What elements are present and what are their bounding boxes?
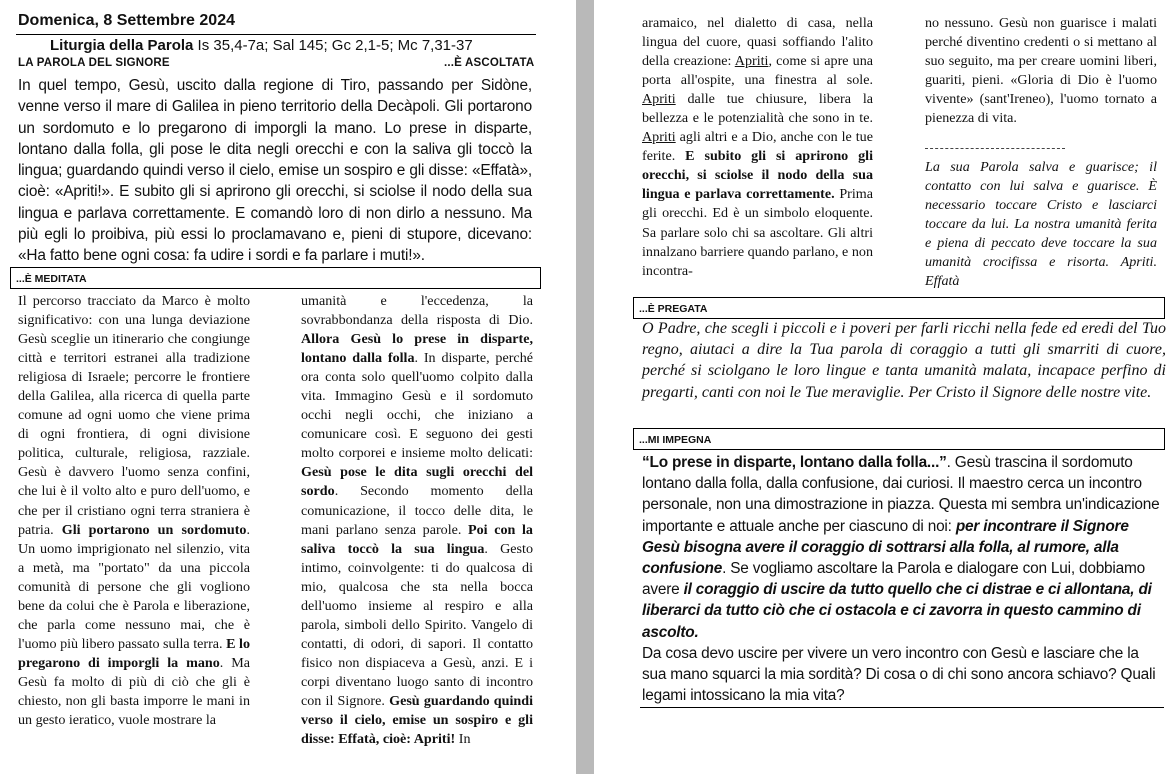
meditata-box [10, 267, 541, 289]
meditation-paragraph: Prima gli orecchi. Ed è un simbolo eloquente. Sa parlare solo chi sa ascoltare. Gli altri innalzano barriere quando parlano, e non incontra- [642, 186, 873, 279]
meditation-paragraph: umanità e l'eccedenza, la sovrabbondanza della risposta di Dio. [301, 293, 533, 329]
meditation-paragraph: . Gesto intimo, coinvolgente: ti do qualcosa di mio, qualcosa che sta nella bocca dell'uomo insieme al respiro e alla parola, simboli dello Spirito. Vangelo di contatti, di odori, di sapori. Il contatto fisico non dispiaceva a Gesù, anzi. E i corpi diventano luogo santo di incontro con il Signore. [301, 540, 533, 709]
meditation-bold-quote: Poi con la saliva toccò la sua lingua [301, 521, 533, 557]
liturgia-label: Liturgia della Parola [50, 37, 194, 54]
impegna-heading: ...MI IMPEGNA [639, 434, 712, 446]
bottom-divider [640, 707, 1164, 708]
gospel-text: In quel tempo, Gesù, uscito dalla regione di Tiro, passando per Sidòne, venne verso il mare di Galilea in pieno territorio della Decàpoli. Gli portarono un sordomuto e lo pregarono di imporgli la mano. Lo prese in disparte, lontano dalla folla, gli pose le dita negli orecchi e con la saliva gli toccò la lingua; guardando quindi verso il cielo, emise un sospiro e gli disse: «Effatà», cioè: «Apriti!». E subito gli si aprirono gli orecchi, si sciolse il nodo della sua lingua e parlava correttamente. E comandò loro di non dirlo a nessuno. Ma più egli lo proibiva, più essi lo proclamavano e, pieni di stupore, dicevano: «Ha fatto bene ogni cosa: fa udire i sordi e fa parlare i muti!». [18, 77, 532, 265]
meditation-paragraph: , come si apre una porta all'ospite, una finestra al sole. [642, 53, 874, 89]
impegna-box [633, 428, 1165, 450]
meditation-paragraph: Il percorso tracciato da Marco è molto significativo: con una lunga deviazione Gesù sceglie un itinerario che congiunge città e territori estranei alla tradizione religiosa di Israele; percorre le frontiere della Galilea, alla ricerca di quella parte comune ad ogni uomo che viene prima di ogni frontiera, di ogni divisione politica, culturale, religiosa, razziale. Gesù è davvero l'uomo senza confini, che lui è il volto alto e puro dell'uomo, e che per il cristiano ogni terra straniera è patria. [18, 293, 250, 538]
apriti-word: Apriti [642, 91, 676, 108]
meditation-paragraph: In [455, 731, 471, 748]
meditation-paragraph: . Un uomo imprigionato nel silenzio, vita a metà, ma "portato" da una piccola comunità di persone che gli vogliono bene da colui che è Parola e liberazione, che parla come nessuno mai, che è l'uomo più libero passato sulla terra. [18, 521, 250, 652]
meditation-column-2 [301, 292, 533, 749]
meditation-bold-quote: Gesù pose le dita sugli orecchi del sordo [301, 464, 533, 500]
meditation-paragraph: . Secondo momento della comunicazione, il tocco delle dita, le mani parlano senza parole. [301, 483, 533, 538]
commitment-text [642, 452, 1166, 706]
meditation-paragraph: no nessuno. Gesù non guarisce i malati perché diventino credenti o si mettano al suo seguito, ma per creare uomini liberi, guariti, pieni. «Gloria di Dio è l'uomo vivente» (sant'Ireneo), l'uomo tornato a pienezza di vita. [925, 15, 1157, 127]
divider [16, 34, 536, 35]
commitment-paragraph: . Gesù trascina il sordomuto lontano dalla folla, dalla confusione, dai curiosi. Il maestro cerca un incontro personale, non una dimostrazione in piazza. Questa mi sembra un'indicazione importante e attuale anche per ciascuno di noi: [642, 454, 1160, 535]
meditation-paragraph: . Ma Gesù fa molto di più di ciò che gli è chiesto, non gli basta imporre le mani in un gesto ieratico, vuole mostrare la [18, 654, 250, 729]
meditation-bold-quote: Allora Gesù lo prese in disparte, lontano dalla folla [301, 331, 533, 367]
meditation-column-1 [18, 292, 250, 730]
pregata-heading: ...È PREGATA [639, 303, 708, 315]
ascoltata-heading: ...È ASCOLTATA [444, 57, 535, 69]
prayer-text: O Padre, che scegli i piccoli e i poveri per farli ricchi nella fede ed eredi del Tuo regno, aiutaci a dire la Tua parola di coraggio a tutti gli smarriti di cuore, perché si sciolgano le loro lingue e tanta umanità malata, incapace perfino di pregarti, canti con noi le Tue meraviglie. Per Cristo il Signore delle nostre vite. [642, 320, 1166, 401]
left-page [0, 0, 576, 774]
commitment-quote: “Lo prese in disparte, lontano dalla folla...” [642, 454, 947, 471]
meditation-bold-quote: E subito gli si aprirono gli orecchi, si sciolse il nodo della sua lingua e parlava correttamente. [642, 148, 874, 203]
meditation-bold-quote: Gesù guardando quindi verso il cielo, emise un sospiro e gli disse: Effatà, cioè: Apriti! [301, 692, 533, 748]
meditation-bold-quote: E lo pregarono di imporgli la mano [18, 635, 251, 671]
commitment-emphasis: il coraggio di uscire da tutto quello che ci distrae e ci allontana, di liberarci da tutto ciò che ci ostacola e ci zavorra in questo cammino di ascolto. [642, 581, 1152, 641]
apriti-word: Apriti [734, 53, 769, 70]
meditation-paragraph: . In disparte, perché ora conta solo quell'uomo colpito dalla vita. Immagino Gesù e il sordomuto occhi negli occhi, che iniziano a comunicare così. E seguono dei gesti molto corporei e insieme molto delicati: [301, 350, 533, 462]
dashed-divider [925, 148, 1065, 149]
right-page [594, 0, 1175, 774]
date-heading: Domenica, 8 Settembre 2024 [18, 12, 235, 29]
parola-heading: LA PAROLA DEL SIGNORE [18, 57, 170, 69]
meditata-heading: ...È MEDITATA [16, 273, 87, 285]
meditation-paragraph: dalle tue chiusure, libera la bellezza e le potenzialità che sono in te. [642, 91, 873, 127]
liturgia-line [50, 37, 473, 54]
commitment-questions: Da cosa devo uscire per vivere un vero incontro con Gesù e lasciare che la sua mano squarci la mia sordità? Di cosa o di chi sono ancora schiavo? Quali legami intossicano la mia vita? [642, 644, 1156, 705]
liturgia-refs: Is 35,4-7a; Sal 145; Gc 2,1-5; Mc 7,31-37 [197, 37, 473, 54]
apriti-word: Apriti [642, 129, 676, 146]
meditation-column-3 [642, 14, 873, 281]
commitment-emphasis: per incontrare il Signore Gesù bisogna avere il coraggio di sottrarsi alla folla, al rumore, alla confusione [642, 517, 1129, 578]
meditation-quote: La sua Parola salva e guarisce; il contatto con lui salva e guarisce. È necessario toccare Cristo e lasciarci toccare da lui. La nostra umanità ferita e piena di peccato deve toccare la sua umanità crocifissa e risorta. Apriti. Effatà [925, 159, 1157, 290]
meditation-bold-quote: Gli portarono un sordomuto [61, 521, 247, 538]
meditation-paragraph: aramaico, nel dialetto di casa, nella lingua del cuore, quasi soffiando l'alito della creazione: [642, 15, 873, 70]
meditation-paragraph: agli altri e a Dio, anche con le tue ferite. [642, 129, 873, 165]
meditation-column-4 [925, 14, 1157, 128]
commitment-paragraph: . Se vogliamo ascoltare la Parola e dialogare con Lui, dobbiamo avere [642, 560, 1145, 599]
pregata-box [633, 297, 1165, 319]
